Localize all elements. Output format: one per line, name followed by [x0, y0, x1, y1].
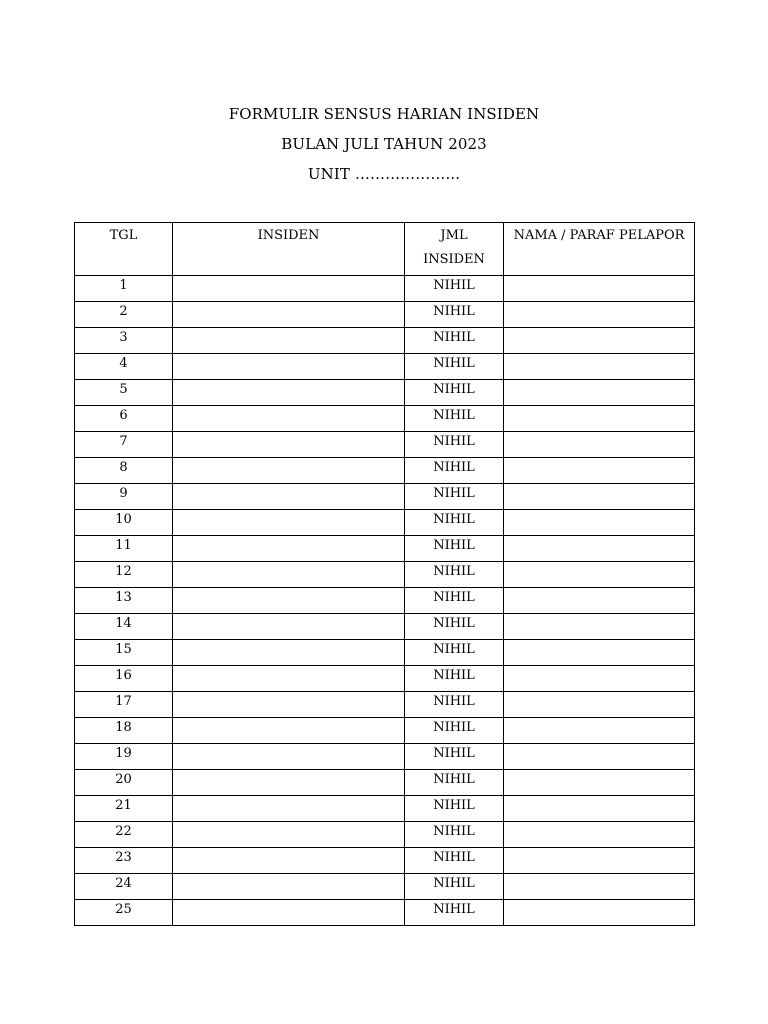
cell-tgl: 5 — [75, 380, 173, 406]
cell-insiden — [173, 328, 405, 354]
cell-nama-paraf — [504, 692, 695, 718]
cell-insiden — [173, 666, 405, 692]
cell-nama-paraf — [504, 848, 695, 874]
table-row — [75, 744, 695, 770]
cell-tgl: 14 — [75, 614, 173, 640]
table-row — [75, 328, 695, 354]
table-row — [75, 406, 695, 432]
cell-jml-insiden: NIHIL — [405, 718, 504, 744]
cell-nama-paraf — [504, 354, 695, 380]
cell-nama-paraf — [504, 614, 695, 640]
cell-jml-insiden: NIHIL — [405, 458, 504, 484]
cell-insiden — [173, 640, 405, 666]
form-period: BULAN JULI TAHUN 2023 — [281, 135, 487, 153]
cell-nama-paraf — [504, 562, 695, 588]
cell-jml-insiden: NIHIL — [405, 536, 504, 562]
header-tgl: TGL — [75, 223, 173, 276]
cell-nama-paraf — [504, 276, 695, 302]
cell-jml-insiden: NIHIL — [405, 380, 504, 406]
cell-insiden — [173, 718, 405, 744]
table-row — [75, 302, 695, 328]
form-title: FORMULIR SENSUS HARIAN INSIDEN — [228, 105, 540, 123]
cell-tgl: 24 — [75, 874, 173, 900]
cell-jml-insiden: NIHIL — [405, 406, 504, 432]
header-insiden: INSIDEN — [173, 223, 405, 276]
table-row — [75, 380, 695, 406]
cell-nama-paraf — [504, 484, 695, 510]
incident-census-table — [74, 222, 695, 926]
cell-nama-paraf — [504, 588, 695, 614]
cell-nama-paraf — [504, 900, 695, 926]
cell-tgl: 16 — [75, 666, 173, 692]
cell-jml-insiden: NIHIL — [405, 432, 504, 458]
cell-jml-insiden: NIHIL — [405, 848, 504, 874]
cell-jml-insiden: NIHIL — [405, 302, 504, 328]
cell-insiden — [173, 770, 405, 796]
table-row — [75, 900, 695, 926]
cell-insiden — [173, 874, 405, 900]
table-row — [75, 354, 695, 380]
cell-insiden — [173, 796, 405, 822]
cell-nama-paraf — [504, 536, 695, 562]
table-row — [75, 848, 695, 874]
cell-jml-insiden: NIHIL — [405, 900, 504, 926]
header-nama-paraf: NAMA / PARAF PELAPOR — [504, 223, 695, 276]
table-row — [75, 692, 695, 718]
cell-jml-insiden: NIHIL — [405, 484, 504, 510]
table-header — [75, 223, 695, 276]
cell-tgl: 11 — [75, 536, 173, 562]
cell-jml-insiden: NIHIL — [405, 874, 504, 900]
cell-jml-insiden: NIHIL — [405, 822, 504, 848]
cell-tgl: 21 — [75, 796, 173, 822]
table-row — [75, 432, 695, 458]
cell-tgl: 12 — [75, 562, 173, 588]
cell-jml-insiden: NIHIL — [405, 770, 504, 796]
cell-tgl: 18 — [75, 718, 173, 744]
cell-tgl: 17 — [75, 692, 173, 718]
table-row — [75, 796, 695, 822]
cell-jml-insiden: NIHIL — [405, 276, 504, 302]
table-row — [75, 614, 695, 640]
table-row — [75, 666, 695, 692]
cell-insiden — [173, 822, 405, 848]
header-jml-insiden — [405, 223, 504, 276]
cell-nama-paraf — [504, 822, 695, 848]
cell-insiden — [173, 276, 405, 302]
cell-nama-paraf — [504, 328, 695, 354]
table-row — [75, 770, 695, 796]
cell-nama-paraf — [504, 302, 695, 328]
cell-tgl: 23 — [75, 848, 173, 874]
table-row — [75, 874, 695, 900]
cell-nama-paraf — [504, 874, 695, 900]
cell-tgl: 9 — [75, 484, 173, 510]
cell-nama-paraf — [504, 666, 695, 692]
table-row — [75, 510, 695, 536]
form-unit: UNIT ………………... — [307, 165, 461, 183]
cell-insiden — [173, 848, 405, 874]
table-row — [75, 484, 695, 510]
cell-insiden — [173, 614, 405, 640]
cell-jml-insiden: NIHIL — [405, 614, 504, 640]
table-row — [75, 718, 695, 744]
cell-tgl: 13 — [75, 588, 173, 614]
cell-tgl: 4 — [75, 354, 173, 380]
cell-tgl: 19 — [75, 744, 173, 770]
cell-jml-insiden: NIHIL — [405, 588, 504, 614]
cell-tgl: 20 — [75, 770, 173, 796]
cell-insiden — [173, 510, 405, 536]
cell-nama-paraf — [504, 718, 695, 744]
cell-tgl: 8 — [75, 458, 173, 484]
cell-tgl: 25 — [75, 900, 173, 926]
table-row — [75, 276, 695, 302]
cell-tgl: 22 — [75, 822, 173, 848]
cell-insiden — [173, 458, 405, 484]
table-body — [75, 276, 695, 926]
cell-insiden — [173, 380, 405, 406]
cell-insiden — [173, 562, 405, 588]
header-jml-line2: INSIDEN — [423, 252, 485, 267]
cell-insiden — [173, 744, 405, 770]
table-row — [75, 458, 695, 484]
cell-jml-insiden: NIHIL — [405, 562, 504, 588]
table-row — [75, 640, 695, 666]
cell-insiden — [173, 588, 405, 614]
cell-jml-insiden: NIHIL — [405, 744, 504, 770]
cell-tgl: 7 — [75, 432, 173, 458]
cell-nama-paraf — [504, 406, 695, 432]
cell-nama-paraf — [504, 380, 695, 406]
cell-insiden — [173, 484, 405, 510]
cell-jml-insiden: NIHIL — [405, 796, 504, 822]
cell-jml-insiden: NIHIL — [405, 640, 504, 666]
cell-tgl: 15 — [75, 640, 173, 666]
cell-tgl: 10 — [75, 510, 173, 536]
cell-tgl: 3 — [75, 328, 173, 354]
table-row — [75, 562, 695, 588]
cell-jml-insiden: NIHIL — [405, 692, 504, 718]
cell-nama-paraf — [504, 640, 695, 666]
cell-insiden — [173, 406, 405, 432]
cell-tgl: 6 — [75, 406, 173, 432]
cell-insiden — [173, 692, 405, 718]
cell-nama-paraf — [504, 770, 695, 796]
cell-nama-paraf — [504, 796, 695, 822]
cell-nama-paraf — [504, 510, 695, 536]
header-row — [75, 223, 695, 276]
cell-nama-paraf — [504, 744, 695, 770]
cell-insiden — [173, 354, 405, 380]
cell-insiden — [173, 302, 405, 328]
cell-jml-insiden: NIHIL — [405, 354, 504, 380]
cell-insiden — [173, 900, 405, 926]
cell-tgl: 2 — [75, 302, 173, 328]
cell-jml-insiden: NIHIL — [405, 510, 504, 536]
cell-jml-insiden: NIHIL — [405, 328, 504, 354]
table-row — [75, 588, 695, 614]
cell-tgl: 1 — [75, 276, 173, 302]
table-row — [75, 822, 695, 848]
cell-insiden — [173, 432, 405, 458]
cell-insiden — [173, 536, 405, 562]
cell-jml-insiden: NIHIL — [405, 666, 504, 692]
cell-nama-paraf — [504, 432, 695, 458]
cell-nama-paraf — [504, 458, 695, 484]
table-row — [75, 536, 695, 562]
header-jml-line1: JML — [440, 228, 468, 243]
